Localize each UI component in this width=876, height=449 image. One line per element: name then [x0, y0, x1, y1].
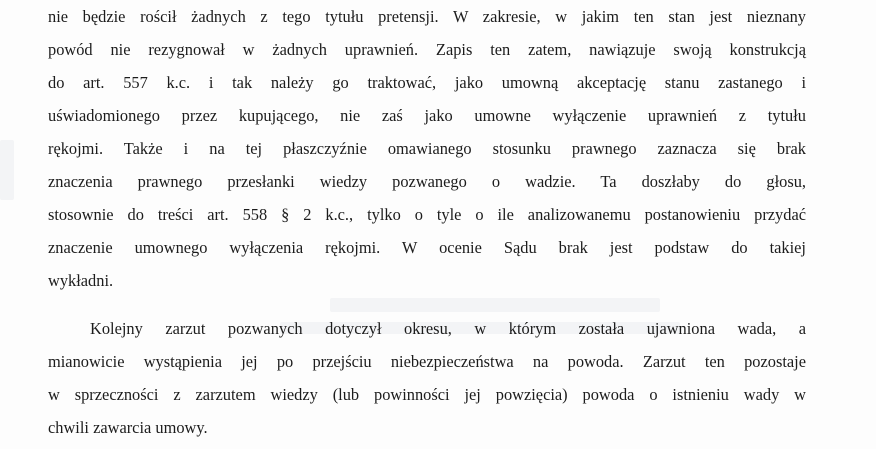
text-line: mianowicie wystąpienia jej po przejściu niebezpieczeństwa na powoda. Zarzut ten pozostaje	[48, 352, 806, 371]
text-line: znaczenia prawnego przesłanki wiedzy pozwanego o wadzie. Ta doszłaby do głosu,	[48, 172, 806, 191]
scan-artifact	[0, 140, 14, 200]
text-line: stosownie do treści art. 558 § 2 k.c., tylko o tyle o ile analizowanemu postanowieniu przydać	[48, 205, 806, 224]
text-line: wykładni.	[48, 271, 114, 290]
text-line: Kolejny zarzut pozwanych dotyczył okresu, w którym została ujawniona wada, a	[90, 319, 806, 338]
text-line: do art. 557 k.c. i tak należy go traktować, jako umowną akceptację stanu zastanego i	[48, 73, 806, 92]
text-line: uświadomionego przez kupującego, nie zaś jako umowne wyłączenie uprawnień z tytułu	[48, 106, 806, 125]
text-line: znaczenie umownego wyłączenia rękojmi. W ocenie Sądu brak jest podstaw do takiej	[48, 238, 806, 257]
text-line: chwili zawarcia umowy.	[48, 418, 208, 437]
text-line: powód nie rezygnował w żadnych uprawnień. Zapis ten zatem, nawiązuje swoją konstrukcją	[48, 40, 806, 59]
text-line: rękojmi. Także i na tej płaszczyźnie omawianego stosunku prawnego zaznacza się brak	[48, 139, 806, 158]
text-line: w sprzeczności z zarzutem wiedzy (lub powinności jej powzięcia) powoda o istnieniu wady w	[48, 385, 806, 404]
scan-artifact	[330, 298, 660, 312]
text-line: nie będzie rościł żadnych z tego tytułu pretensji. W zakresie, w jakim ten stan jest nieznany	[48, 7, 806, 26]
